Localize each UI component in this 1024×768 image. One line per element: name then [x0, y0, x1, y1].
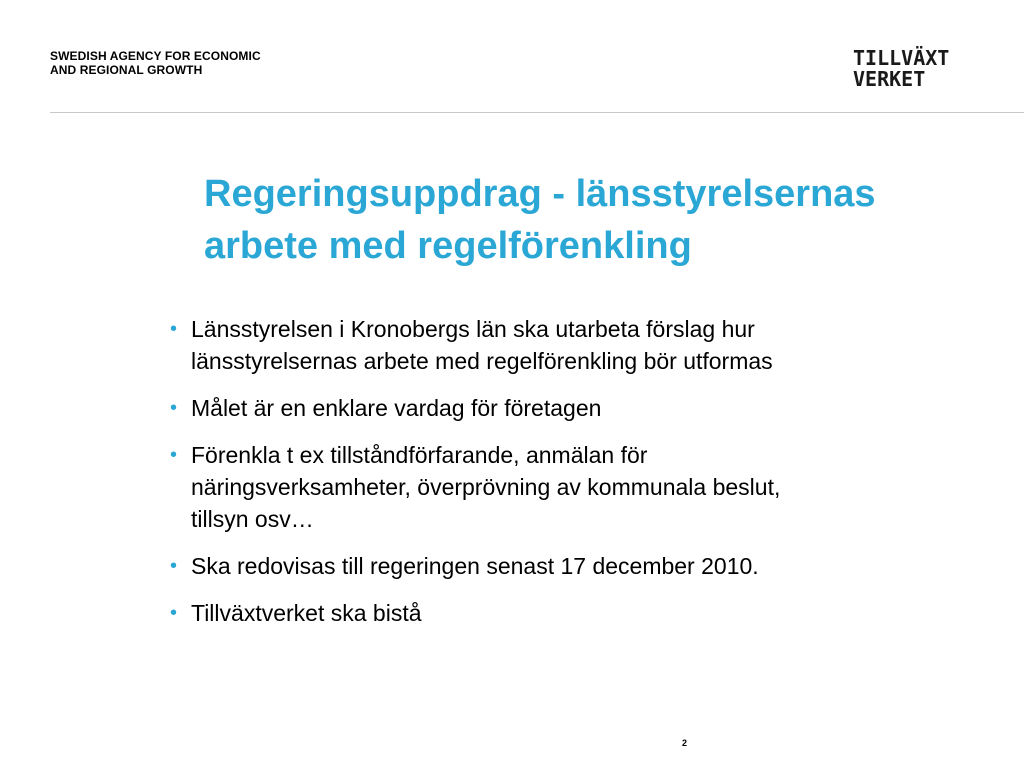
page-number: 2 — [682, 738, 688, 748]
bullet-text — [191, 392, 970, 424]
bullet-line: tillsyn osv… — [191, 506, 314, 532]
bullet-icon: • — [170, 602, 178, 624]
bullet-item — [170, 313, 970, 377]
slide-title-line2: arbete med regelförenkling — [204, 225, 692, 267]
bullet-line: Förenkla t ex tillståndförfarande, anmälan för — [191, 442, 648, 468]
bullet-icon: • — [170, 555, 178, 577]
agency-name — [50, 49, 261, 77]
bullet-line: näringsverksamheter, överprövning av kommunala beslut, — [191, 474, 781, 500]
bullet-line: Tillväxtverket ska bistå — [191, 600, 422, 626]
bullet-icon: • — [170, 397, 178, 419]
slide-title — [204, 168, 1004, 272]
bullet-icon: • — [170, 444, 178, 466]
bullet-line: Målet är en enklare vardag för företagen — [191, 395, 602, 421]
agency-name-line1: SWEDISH AGENCY FOR ECONOMIC — [50, 49, 261, 63]
slide-title-line1: Regeringsuppdrag - länsstyrelsernas — [204, 173, 876, 215]
bullet-text — [191, 313, 970, 377]
bullet-line: Länsstyrelsen i Kronobergs län ska utarbeta förslag hur — [191, 316, 755, 342]
bullet-item — [170, 439, 970, 535]
bullet-icon: • — [170, 318, 178, 340]
bullet-item — [170, 550, 970, 582]
bullet-list — [170, 313, 970, 644]
bullet-text — [191, 439, 970, 535]
tillvaxtverket-logo-svg — [853, 40, 978, 92]
bullet-line: länsstyrelsernas arbete med regelförenkling bör utformas — [191, 348, 773, 374]
logo-text-bottom: VERKET — [853, 67, 926, 91]
logo-text-top: TILLVÄXT — [853, 46, 950, 70]
bullet-text — [191, 550, 970, 582]
bullet-item — [170, 597, 970, 629]
bullet-text — [191, 597, 970, 629]
tillvaxtverket-logo — [853, 40, 978, 92]
bullet-line: Ska redovisas till regeringen senast 17 december 2010. — [191, 553, 759, 579]
bullet-item — [170, 392, 970, 424]
agency-name-line2: AND REGIONAL GROWTH — [50, 63, 203, 77]
header-divider — [50, 112, 1024, 113]
